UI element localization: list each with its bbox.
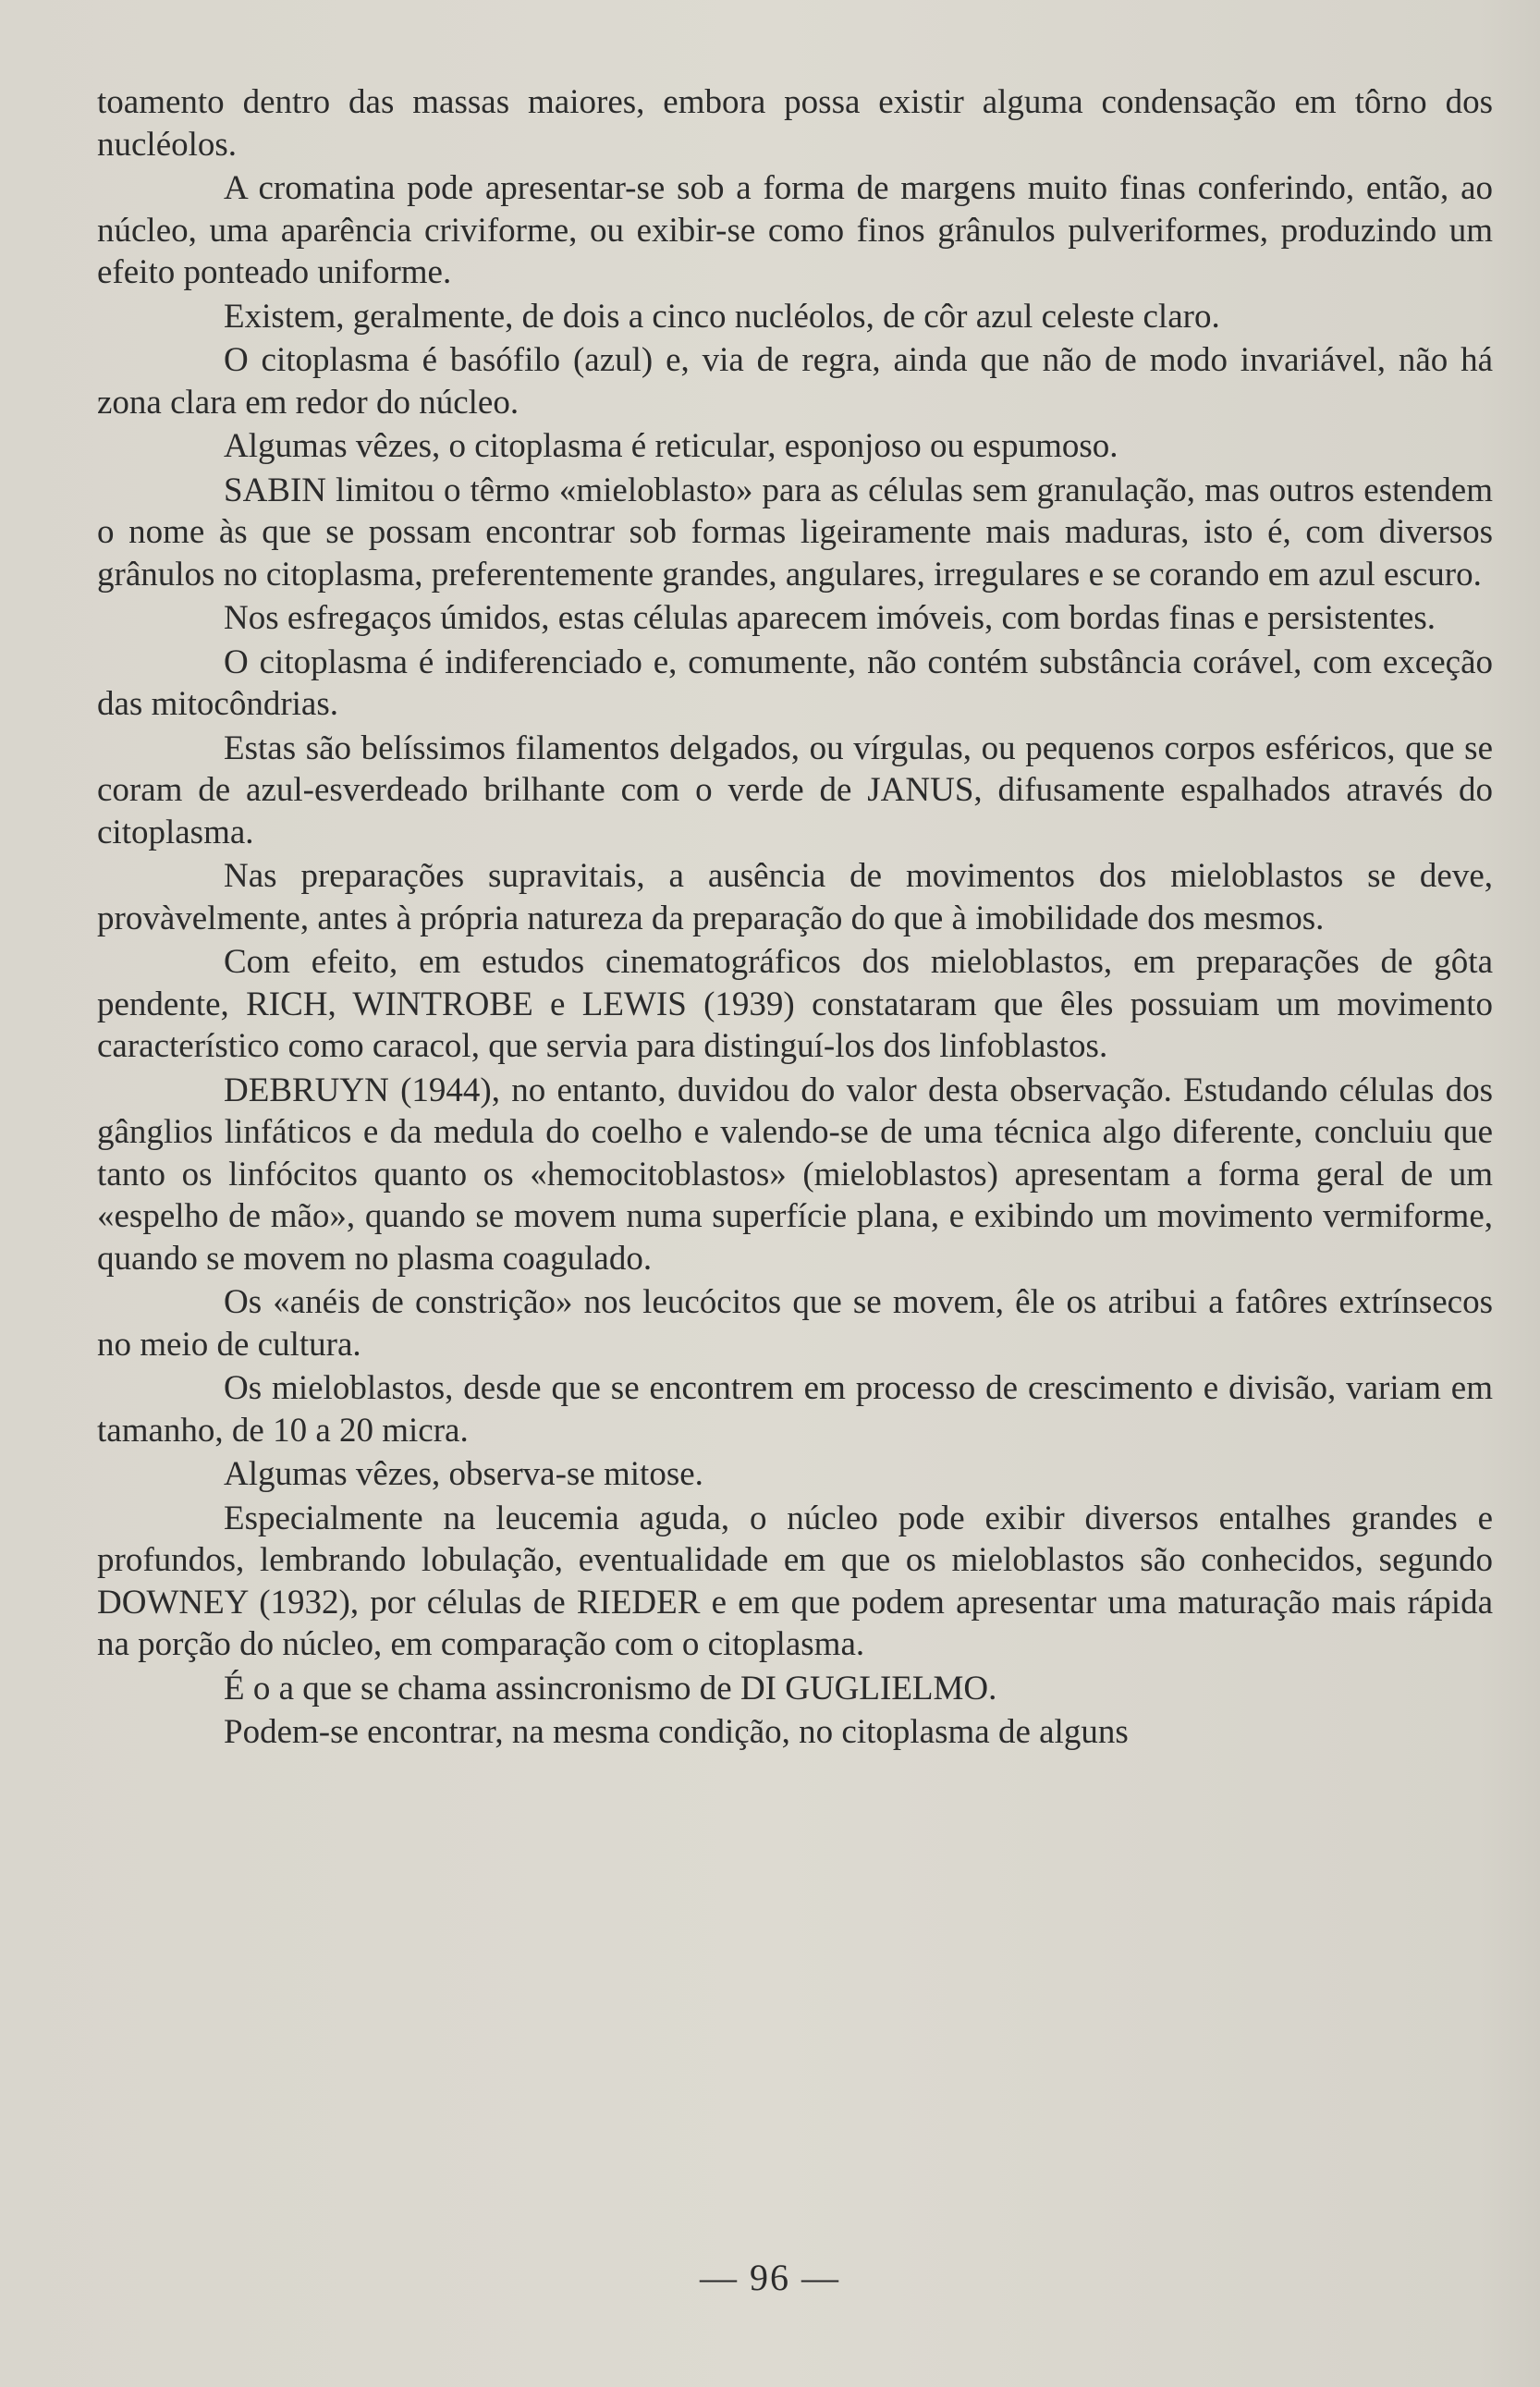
paragraph: O citoplasma é indiferenciado e, comumente, não contém substância corável, com exceção das mitocôndrias. [97, 643, 1493, 723]
paragraph: Os mieloblastos, desde que se encontrem em processo de crescimento e divisão, variam em tamanho, de 10 a 20 micra. [97, 1369, 1493, 1450]
paragraph: Com efeito, em estudos cinematográficos dos mieloblastos, em preparações de gôta pendente, RICH, WINTROBE e LEWIS (1939) constataram que êles possuiam um movimento característico como caracol, que servia para distinguí-los dos linfoblastos. [97, 943, 1493, 1065]
paragraph: Nos esfregaços úmidos, estas células aparecem imóveis, com bordas finas e persistentes. [224, 599, 1436, 637]
paragraph: Podem-se encontrar, na mesma condição, no citoplasma de alguns [224, 1713, 1129, 1751]
paragraph: A cromatina pode apresentar-se sob a forma de margens muito finas conferindo, então, ao núcleo, uma aparência criviforme, ou exibir-se como finos grânulos pulveriformes, produzindo um efeito ponteado uniforme. [97, 169, 1493, 291]
body-text [97, 81, 1493, 1756]
paragraph: SABIN limitou o têrmo «mieloblasto» para as células sem granulação, mas outros estendem o nome às que se possam encontrar sob formas ligeiramente mais maduras, isto é, com diversos grânulos no citoplasma, preferentemente grandes, angulares, irregulares e se corando em azul escuro. [97, 471, 1493, 594]
paragraph: Algumas vêzes, o citoplasma é reticular, esponjoso ou espumoso. [224, 427, 1118, 465]
paragraph: Especialmente na leucemia aguda, o núcleo pode exibir diversos entalhes grandes e profundos, lembrando lobulação, eventualidade em que os mieloblastos são conhecidos, segundo DOWNEY (1932), por células de RIEDER e em que podem apresentar uma maturação mais rápida na porção do núcleo, em comparação com o citoplasma. [97, 1499, 1493, 1663]
paragraph: Estas são belíssimos filamentos delgados, ou vírgulas, ou pequenos corpos esféricos, que se coram de azul-esverdeado brilhante com o verde de JANUS, difusamente espalhados através do citoplasma. [97, 728, 1493, 851]
page-number: — 96 — [700, 2257, 840, 2298]
paragraph: DEBRUYN (1944), no entanto, duvidou do valor desta observação. Estudando células dos gânglios linfáticos e da medula do coelho e valendo-se de uma técnica algo diferente, concluiu que tanto os linfócitos quanto os «hemocitoblastos» (mieloblastos) apresentam a forma geral de um «espelho de mão», quando se movem numa superfície plana, e exibindo um movimento vermiforme, quando se movem no plasma coagulado. [97, 1071, 1493, 1278]
paragraph: toamento dentro das massas maiores, embora possa existir alguma condensação em tôrno dos nucléolos. [97, 83, 1493, 164]
paragraph: O citoplasma é basófilo (azul) e, via de regra, ainda que não de modo invariável, não há zona clara em redor do núcleo. [97, 341, 1493, 422]
paragraph: Algumas vêzes, observa-se mitose. [224, 1455, 703, 1493]
paragraph: Os «anéis de constrição» nos leucócitos que se movem, êle os atribui a fatôres extrínsecos no meio de cultura. [97, 1283, 1493, 1364]
paragraph: Nas preparações supravitais, a ausência de movimentos dos mieloblastos se deve, provàvelmente, antes à própria natureza da preparação do que à imobilidade dos mesmos. [97, 857, 1493, 937]
paragraph: Existem, geralmente, de dois a cinco nucléolos, de côr azul celeste claro. [224, 297, 1220, 336]
paragraph: É o a que se chama assincronismo de DI GUGLIELMO. [224, 1669, 997, 1708]
